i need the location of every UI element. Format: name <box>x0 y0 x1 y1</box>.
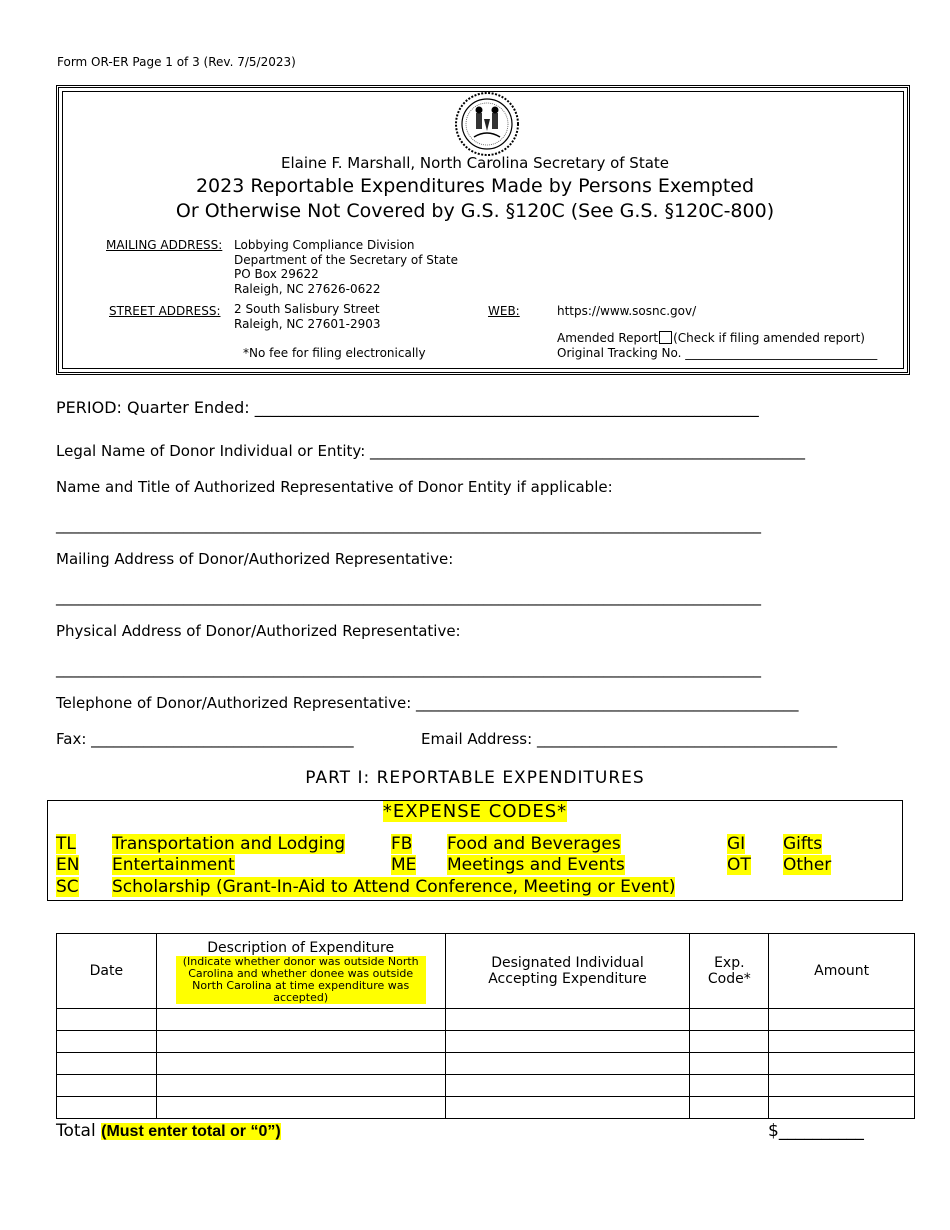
amount-cell[interactable] <box>769 1053 915 1075</box>
code-gi-label: Gifts <box>783 834 823 854</box>
rep-name-line[interactable]: ______________________________________________________________________________________________ <box>56 516 761 534</box>
description-cell[interactable] <box>156 1075 445 1097</box>
designated-cell[interactable] <box>445 1053 690 1075</box>
designated-cell[interactable] <box>445 1031 690 1053</box>
amount-cell[interactable] <box>769 1075 915 1097</box>
mailing-address-block <box>234 238 458 296</box>
street-address-line: 2 South Salisbury Street <box>234 302 380 316</box>
table-row <box>57 1053 915 1075</box>
period-field[interactable]: PERIOD: Quarter Ended: _______________________________________________________________ <box>56 398 759 417</box>
mailing-address-line-field[interactable]: ______________________________________________________________________________________________ <box>56 588 761 606</box>
telephone-field[interactable]: Telephone of Donor/Authorized Representative: ___________________________________________________ <box>56 694 799 712</box>
part1-title: PART I: REPORTABLE EXPENDITURES <box>305 768 645 788</box>
amended-report-checkbox[interactable] <box>659 331 672 344</box>
form-title-line2: Or Otherwise Not Covered by G.S. §120C (See G.S. §120C-800) <box>175 200 775 222</box>
description-cell[interactable] <box>156 1053 445 1075</box>
mailing-address-label: MAILING ADDRESS: <box>106 238 223 252</box>
code-sc: SC <box>56 877 79 897</box>
form-title-line1: 2023 Reportable Expenditures Made by Persons Exempted <box>195 175 755 197</box>
table-header-row <box>57 934 915 1009</box>
email-field[interactable]: Email Address: ________________________________________ <box>421 730 837 748</box>
total-row <box>56 1121 281 1141</box>
physical-address-label: Physical Address of Donor/Authorized Representative: <box>56 622 461 640</box>
mailing-address-line: Lobbying Compliance Division <box>234 238 415 252</box>
code-sc-label: Scholarship (Grant-In-Aid to Attend Conference, Meeting or Event) <box>112 877 676 897</box>
exp-code-cell[interactable] <box>690 1031 769 1053</box>
amount-cell[interactable] <box>769 1009 915 1031</box>
code-fb-label: Food and Beverages <box>447 834 621 854</box>
exp-code-cell[interactable] <box>690 1097 769 1119</box>
code-fb: FB <box>391 834 413 854</box>
description-header-label: Description of Expenditure <box>207 939 395 956</box>
expense-codes-title: *EXPENSE CODES* <box>382 801 568 822</box>
code-me-label: Meetings and Events <box>447 855 625 875</box>
total-note: (Must enter total or “0”) <box>101 1123 281 1140</box>
description-cell[interactable] <box>156 1097 445 1119</box>
col-designated-header: Designated Individual Accepting Expenditure <box>445 934 690 1009</box>
physical-address-line-field[interactable]: ______________________________________________________________________________________________ <box>56 660 761 678</box>
total-label: Total <box>56 1121 96 1141</box>
amended-report-note: (Check if filing amended report) <box>673 331 865 345</box>
code-me: ME <box>391 855 417 875</box>
code-tl-label: Transportation and Lodging <box>112 834 345 854</box>
amount-cell[interactable] <box>769 1031 915 1053</box>
form-id: Form OR-ER Page 1 of 3 (Rev. 7/5/2023) <box>57 55 296 69</box>
web-url[interactable]: https://www.sosnc.gov/ <box>557 304 697 318</box>
mailing-address-line: Department of the Secretary of State <box>234 252 459 267</box>
amount-cell[interactable] <box>769 1097 915 1119</box>
description-cell[interactable] <box>156 1009 445 1031</box>
original-tracking-field[interactable]: Original Tracking No. ________________________________ <box>557 346 878 360</box>
table-row <box>57 1031 915 1053</box>
designated-cell[interactable] <box>445 1097 690 1119</box>
exp-code-cell[interactable] <box>690 1009 769 1031</box>
date-cell[interactable] <box>57 1009 157 1031</box>
code-ot-label: Other <box>783 855 832 875</box>
amended-report-row <box>557 331 865 346</box>
exp-code-cell[interactable] <box>690 1053 769 1075</box>
amended-report-label: Amended Report <box>557 331 659 345</box>
mailing-address-line: Raleigh, NC 27626-0622 <box>234 281 381 296</box>
street-address-line: Raleigh, NC 27601-2903 <box>234 316 381 331</box>
designated-cell[interactable] <box>445 1075 690 1097</box>
web-label: WEB: <box>488 304 520 318</box>
date-cell[interactable] <box>57 1053 157 1075</box>
description-cell[interactable] <box>156 1031 445 1053</box>
description-header-note: (Indicate whether donor was outside North Carolina and whether donee was outside North Carolina at time expenditure was accepted) <box>176 956 426 1004</box>
table-row <box>57 1075 915 1097</box>
date-cell[interactable] <box>57 1031 157 1053</box>
exp-code-cell[interactable] <box>690 1075 769 1097</box>
street-address-block <box>234 302 381 331</box>
table-row <box>57 1009 915 1031</box>
street-address-label: STREET ADDRESS: <box>109 304 221 318</box>
col-date-header: Date <box>57 934 157 1009</box>
legal-name-field[interactable]: Legal Name of Donor Individual or Entity: __________________________________________________________ <box>56 442 806 460</box>
no-fee-note: *No fee for filing electronically <box>243 346 426 360</box>
mailing-address-field-label: Mailing Address of Donor/Authorized Representative: <box>56 550 454 568</box>
code-en: EN <box>56 855 80 875</box>
state-seal-icon <box>454 91 520 157</box>
date-cell[interactable] <box>57 1097 157 1119</box>
fax-field[interactable]: Fax: ___________________________________ <box>56 730 354 748</box>
secretary-line: Elaine F. Marshall, North Carolina Secretary of State <box>280 154 670 172</box>
table-row <box>57 1097 915 1119</box>
date-cell[interactable] <box>57 1075 157 1097</box>
code-gi: GI <box>727 834 746 854</box>
total-amount-field[interactable]: $__________ <box>768 1121 864 1141</box>
designated-cell[interactable] <box>445 1009 690 1031</box>
mailing-address-line: PO Box 29622 <box>234 267 319 281</box>
col-amount-header: Amount <box>769 934 915 1009</box>
col-exp-code-header: Exp. Code* <box>690 934 769 1009</box>
rep-name-label: Name and Title of Authorized Representative of Donor Entity if applicable: <box>56 478 613 496</box>
expenditure-table <box>56 933 915 1119</box>
code-ot: OT <box>727 855 751 875</box>
code-tl: TL <box>56 834 76 854</box>
col-description-header <box>156 934 445 1009</box>
code-en-label: Entertainment <box>112 855 235 875</box>
